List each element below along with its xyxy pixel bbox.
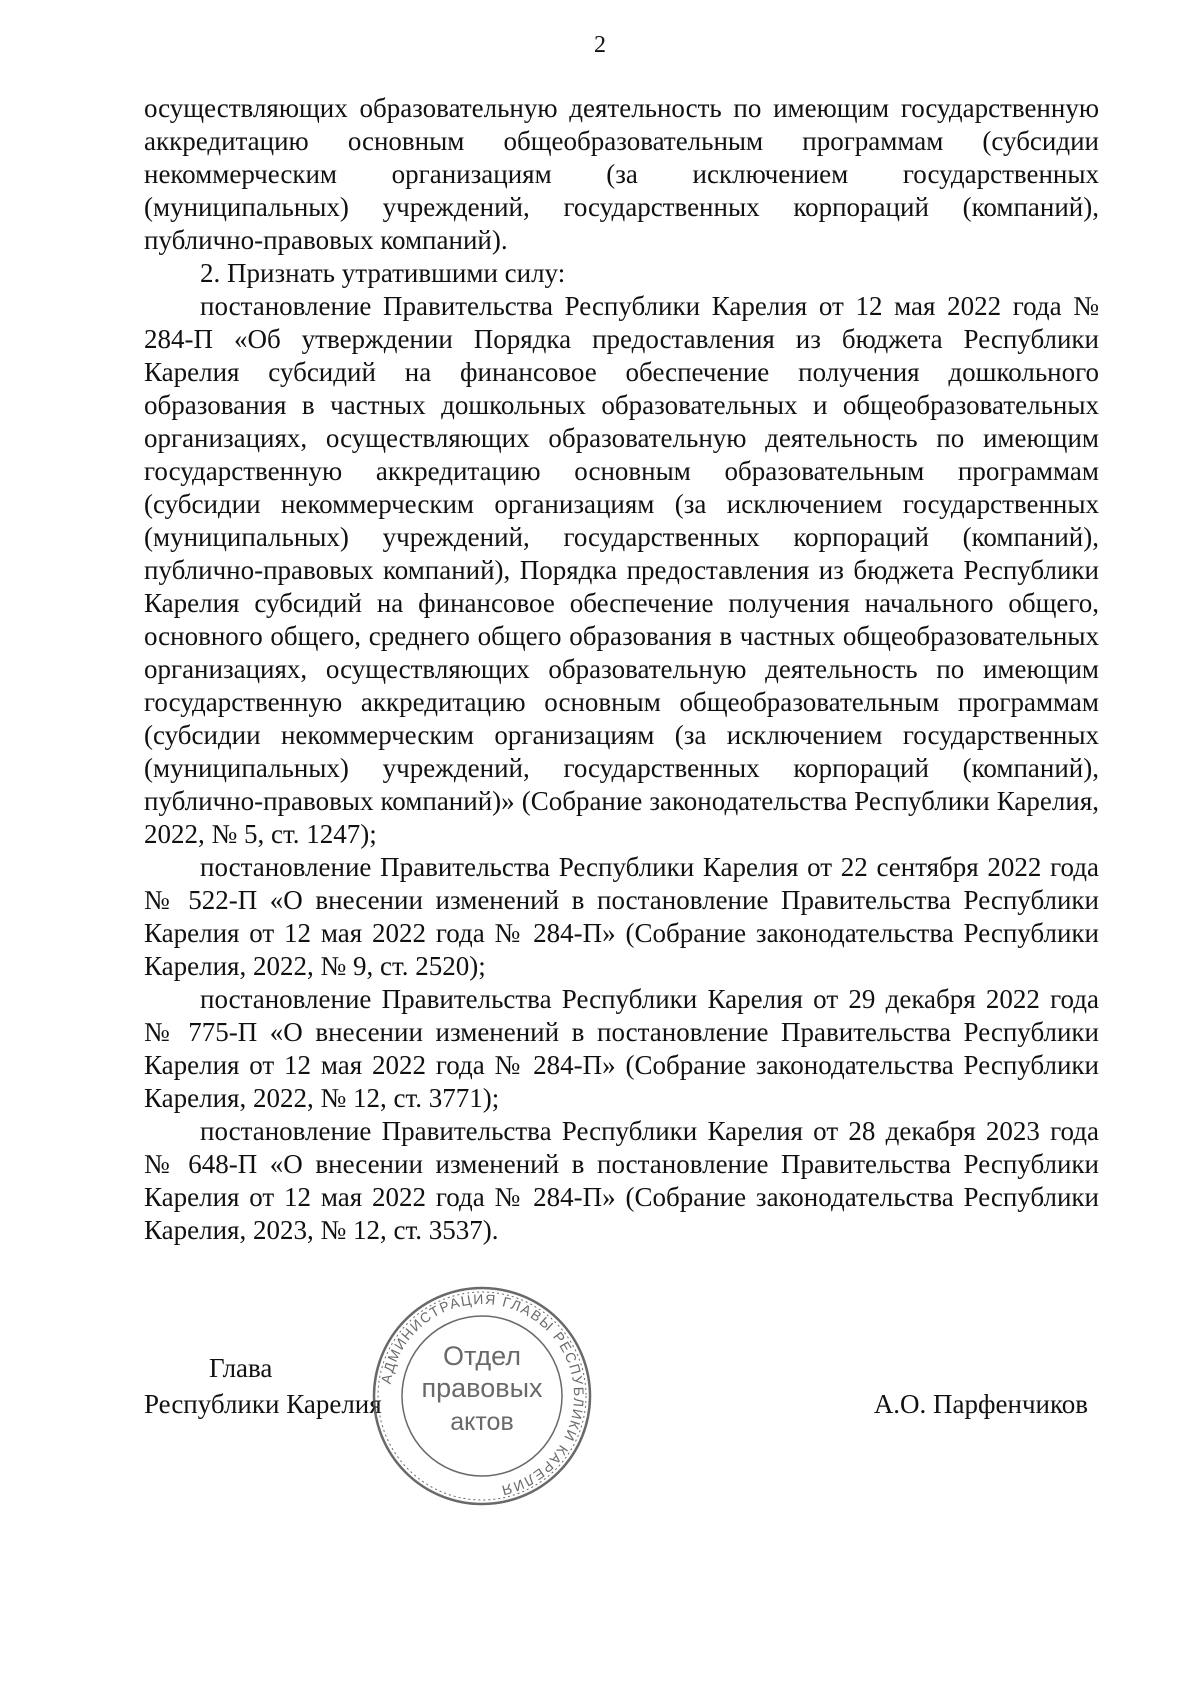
stamp-center-line2: правовых bbox=[421, 1373, 543, 1403]
page-number: 2 bbox=[594, 32, 606, 58]
document-body bbox=[144, 92, 1099, 1247]
paragraph-repealed-284p: постановление Правительства Республики Карелия от 12 мая 2022 года № 284-П «Об утверждении Порядка предоставления из бюджета Республики Карелия субсидий на финансовое обеспечение получения дошкольного образования в частных дошкольных образовательных и общеобразовательных организациях, осуществляющих образовательную деятельность по имеющим государственную аккредитацию основным образовательным программам (субсидии некоммерческим организациям (за исключением государственных (муниципальных) учреждений, государственных корпораций (компаний), публично-правовых компаний), Порядка предоставления из бюджета Республики Карелия субсидий на финансовое обеспечение получения начального общего, основного общего, среднего общего образования в частных общеобразовательных организациях, осуществляющих образовательную деятельность по имеющим государственную аккредитацию основным общеобразовательным программам (субсидии некоммерческим организациям (за исключением государственных (муниципальных) учреждений, государственных корпораций (компаний), публично-правовых компаний)» (Собрание законодательства Республики Карелия, 2022, № 5, ст. 1247); bbox=[144, 291, 1099, 849]
official-stamp bbox=[371, 1285, 593, 1507]
signature-block bbox=[0, 1352, 1200, 1552]
signatory-name: А.О. Парфенчиков bbox=[873, 1389, 1088, 1419]
paragraph-repealed-522p: постановление Правительства Республики Карелия от 22 сентября 2022 года № 522-П «О внесении изменений в постановление Правительства Республики Карелия от 12 мая 2022 года № 284-П» (Собрание законодательства Республики Карелия, 2022, № 9, ст. 2520); bbox=[144, 852, 1099, 981]
paragraph-repealed-775p: постановление Правительства Республики Карелия от 29 декабря 2022 года № 775-П «О внесении изменений в постановление Правительства Республики Карелия от 12 мая 2022 года № 284-П» (Собрание законодательства Республики Карелия, 2022, № 12, ст. 3771); bbox=[144, 984, 1099, 1113]
stamp-ring-text: АДМИНИСТРАЦИЯ ГЛАВЫ РЕСПУБЛИКИ КАРЕЛИЯ bbox=[377, 1290, 588, 1500]
stamp-center-line3: актов bbox=[450, 1408, 514, 1436]
stamp-center-line1: Отдел bbox=[442, 1341, 522, 1371]
signatory-title-line2: Республики Карелия bbox=[144, 1389, 382, 1419]
paragraph-repealed-648p: постановление Правительства Республики Карелия от 28 декабря 2023 года № 648-П «О внесении изменений в постановление Правительства Республики Карелия от 12 мая 2022 года № 284-П» (Собрание законодательства Республики Карелия, 2023, № 12, ст. 3537). bbox=[144, 1116, 1099, 1245]
paragraph-item-2: 2. Признать утратившими силу: bbox=[200, 258, 566, 288]
signatory-title-line1: Глава bbox=[209, 1353, 273, 1383]
paragraph-continuation: осуществляющих образовательную деятельность по имеющим государственную аккредитацию основным общеобразовательным программам (субсидии некоммерческим организациям (за исключением государственных (муниципальных) учреждений, государственных корпораций (компаний), публично-правовых компаний). bbox=[144, 93, 1099, 255]
